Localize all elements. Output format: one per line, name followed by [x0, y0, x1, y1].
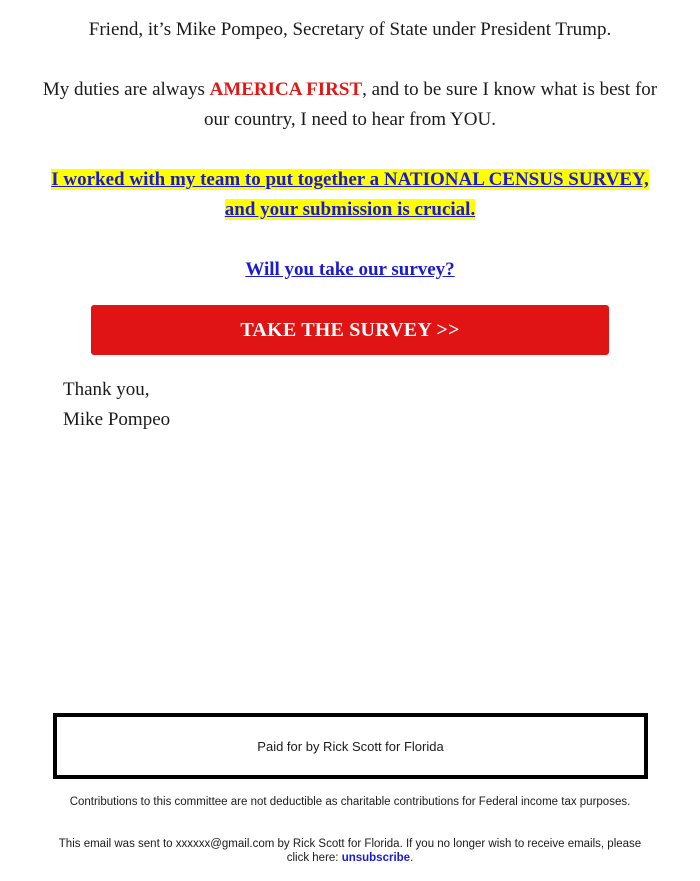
signoff-text: Thank you,	[63, 379, 150, 400]
paid-for-box	[53, 713, 648, 779]
census-paragraph	[40, 165, 660, 225]
intro-paragraph	[40, 15, 660, 45]
census-survey-link[interactable]: I worked with my team to put together a NATIONAL CENSUS SURVEY, and your submission is crucial.	[51, 169, 649, 220]
take-the-survey-button[interactable]: TAKE THE SURVEY >>	[91, 305, 609, 355]
duties-text-before: My duties are always	[42, 79, 210, 100]
america-first-emphasis: AMERICA FIRST	[209, 79, 363, 100]
duties-paragraph	[40, 75, 660, 135]
signature-name: Mike Pompeo	[63, 409, 171, 430]
tax-disclaimer: Contributions to this committee are not deductible as charitable contributions for Federal income tax purposes.	[69, 796, 631, 808]
email-sent-notice	[55, 837, 645, 865]
survey-question-paragraph	[40, 255, 660, 285]
take-survey-link[interactable]: Will you take our survey?	[245, 259, 455, 280]
sent-to-text: This email was sent to xxxxxx@gmail.com by Rick Scott for Florida. If you no longer wish to receive emails, please click here:	[58, 838, 642, 864]
paid-for-text: Paid for by Rick Scott for Florida	[257, 738, 444, 754]
duties-text-after: , and to be sure I know what is best for our country, I need to hear from YOU.	[204, 79, 658, 130]
sent-to-end: .	[410, 852, 414, 864]
unsubscribe-link[interactable]: unsubscribe	[341, 852, 411, 864]
intro-text: Friend, it’s Mike Pompeo, Secretary of State under President Trump.	[88, 19, 612, 40]
